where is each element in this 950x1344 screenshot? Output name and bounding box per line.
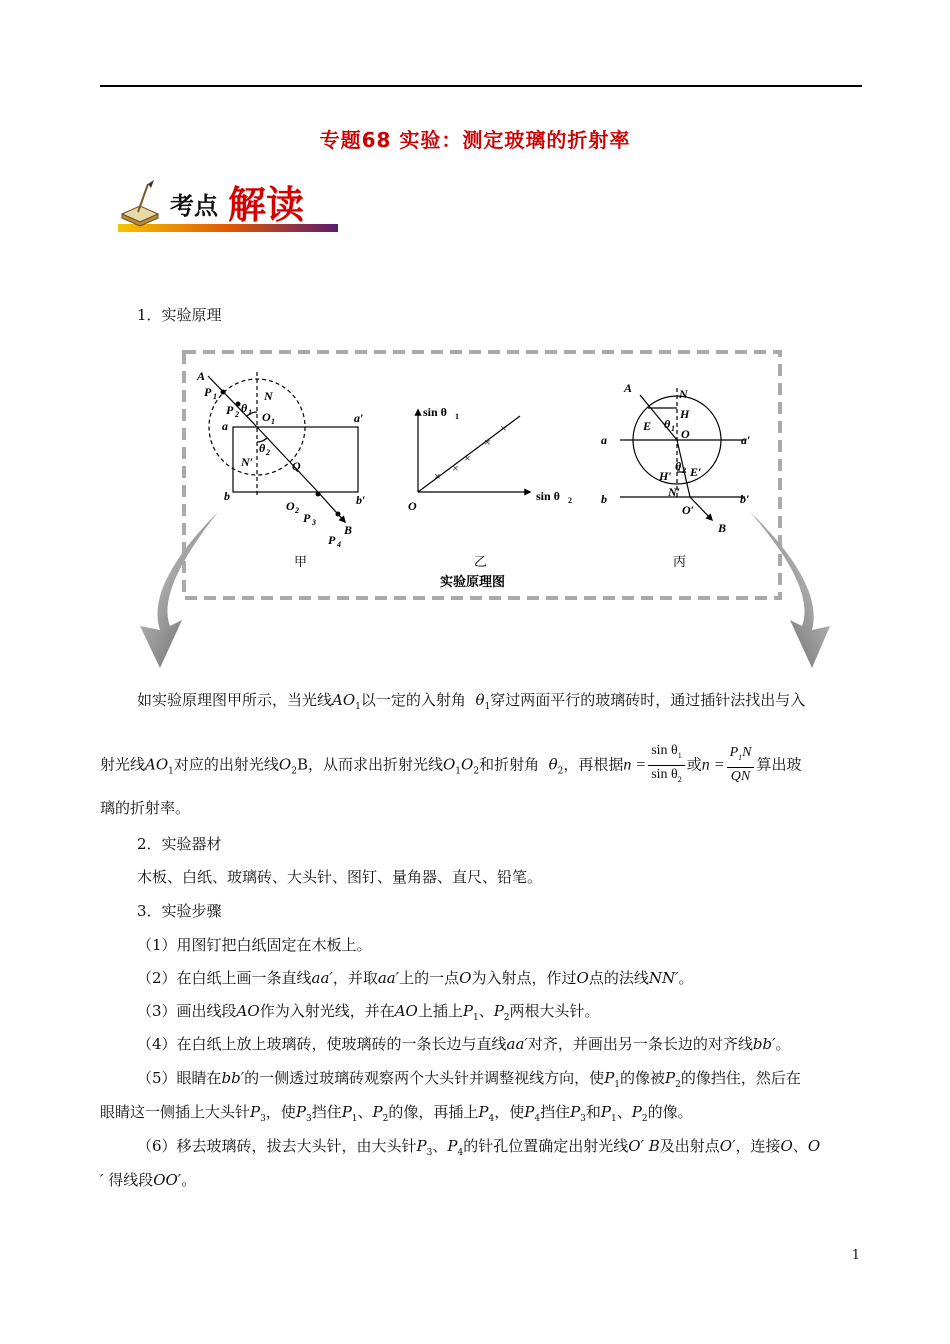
materials-text: 木板、白纸、玻璃砖、大头针、图钉、量角器、直尺、铅笔。 [137,868,543,886]
step-6-line1: （6）移去玻璃砖，拔去大头针，由大头针$P_3$、$P_4$的针孔位置确定出射光线O′ B及出射点O′，连接O、O [137,1137,821,1158]
svg-text:2: 2 [682,466,686,475]
svg-text:1: 1 [671,424,675,433]
svg-text:sin θ: sin θ [536,489,560,503]
svg-text:4: 4 [337,540,341,549]
svg-text:N′: N′ [668,485,681,499]
formula-sin-ratio: $\frac{\sin \theta_1}{\sin \theta_2}$ [648,742,685,789]
step-3: （3）画出线段AO作为入射光线，并在AO上插上$P_1$、$P_2$两根大头针。 [137,1002,600,1023]
svg-text:O: O [286,499,295,513]
step-1: （1）用图钉把白纸固定在木板上。 [137,936,372,954]
para1-line2: 射光线$AO_1$对应的出射光线$O_2B$，从而求出折射光线$O_1O_2$和折射角 $\theta_2$，再根据n = $\frac{\sin \theta_1}{\sin \theta_2}$ 或n = $\frac{P_1N}{QN}$ 算出玻 [100,742,802,789]
svg-text:N: N [264,389,273,403]
svg-text:O: O [262,410,271,424]
para1-line1: 如实验原理图甲所示，当光线$AO_1$以一定的入射角 $\theta_1$穿过两面平行的玻璃砖时，通过插针法找出与入 [137,691,806,712]
panel-label-yi: 乙 [474,554,488,569]
svg-text:O: O [681,427,690,441]
svg-text:3: 3 [312,518,316,527]
svg-text:1: 1 [455,412,459,421]
svg-text:a′: a′ [354,411,364,425]
right-swoosh-arrow-icon [750,512,830,668]
svg-text:×: × [464,451,471,465]
page-number: 1 [851,1248,860,1263]
step-6-line2: ′ 得线段OO′。 [100,1171,197,1189]
svg-text:N: N [679,387,688,401]
principle-figure [0,345,950,675]
svg-text:2: 2 [266,448,270,457]
svg-text:P: P [328,533,336,547]
bing-labels [601,381,750,535]
section-banner [118,176,338,236]
step-5-line2: 眼睛这一侧插上大头针$P_3$，使$P_3$挡住$P_1$、$P_2$的像，再插上$P_4$，使$P_4$挡住$P_3$和$P_1$、$P_2$的像。 [100,1103,693,1124]
svg-text:θ: θ [259,441,266,455]
svg-text:E′: E′ [690,465,702,479]
svg-text:θ: θ [241,401,248,415]
svg-text:sin θ: sin θ [423,405,447,419]
yi-marks [434,421,507,483]
figure-caption: 实验原理图 [440,574,506,589]
svg-text:P: P [303,511,311,525]
svg-text:b: b [601,492,607,506]
svg-text:×: × [434,469,441,483]
svg-text:B: B [344,523,353,537]
page-title: 专题68 实验：测定玻璃的折射率 [319,128,631,152]
svg-text:×: × [452,461,459,475]
svg-text:A: A [624,381,633,395]
svg-text:2: 2 [235,410,239,419]
svg-text:1: 1 [248,408,252,417]
step-4: （4）在白纸上放上玻璃砖，使玻璃砖的一条长边与直线aa′对齐，并画出另一条长边的对齐线bb′。 [137,1035,791,1053]
svg-text:b′: b′ [740,492,750,506]
svg-text:H′: H′ [659,469,672,483]
header-rule [100,85,862,87]
svg-text:a: a [601,433,607,447]
panel-label-bing: 丙 [673,554,687,569]
svg-text:E: E [643,419,652,433]
svg-text:O: O [408,499,417,513]
svg-text:Q: Q [292,459,301,473]
left-swoosh-arrow-icon [140,512,218,668]
svg-text:×: × [500,421,507,435]
formula-length-ratio: $\frac{P_1N}{QN}$ [727,744,755,786]
svg-text:b′: b′ [356,493,366,507]
section-3-heading: 3．实验步骤 [137,902,222,920]
svg-text:P: P [204,385,212,399]
svg-text:1: 1 [213,392,217,401]
svg-text:2: 2 [295,506,299,515]
step-2: （2）在白纸上画一条直线aa′，并取aa′上的一点O为入射点，作过O点的法线NN′。 [137,969,694,987]
svg-text:×: × [484,435,491,449]
para1-line3: 璃的折射率。 [100,799,191,817]
panel-jia [208,372,358,522]
svg-text:a: a [222,419,228,433]
svg-text:P: P [226,403,234,417]
svg-text:2: 2 [568,496,572,505]
step-5-line1: （5）眼睛在bb′的一侧透过玻璃砖观察两个大头针并调整视线方向，使$P_1$的像被$P_2$的像挡住，然后在 [137,1069,801,1090]
banner-text-2: 解读 [228,185,305,227]
panel-label-jia: 甲 [294,554,308,569]
svg-text:1: 1 [271,417,275,426]
svg-text:a′: a′ [741,433,751,447]
svg-text:N′: N′ [241,455,254,469]
svg-text:b: b [224,489,230,503]
banner-text-1: 考点 [170,194,218,220]
section-1-heading: 1．实验原理 [137,306,222,324]
book-icon [122,180,158,226]
svg-text:H: H [680,407,690,421]
svg-text:B: B [718,521,727,535]
section-2-heading: 2．实验器材 [137,835,222,853]
svg-text:A: A [197,369,206,383]
svg-text:θ: θ [664,417,671,431]
svg-text:O′: O′ [682,503,695,517]
yi-labels [408,405,572,513]
svg-text:θ: θ [675,459,682,473]
